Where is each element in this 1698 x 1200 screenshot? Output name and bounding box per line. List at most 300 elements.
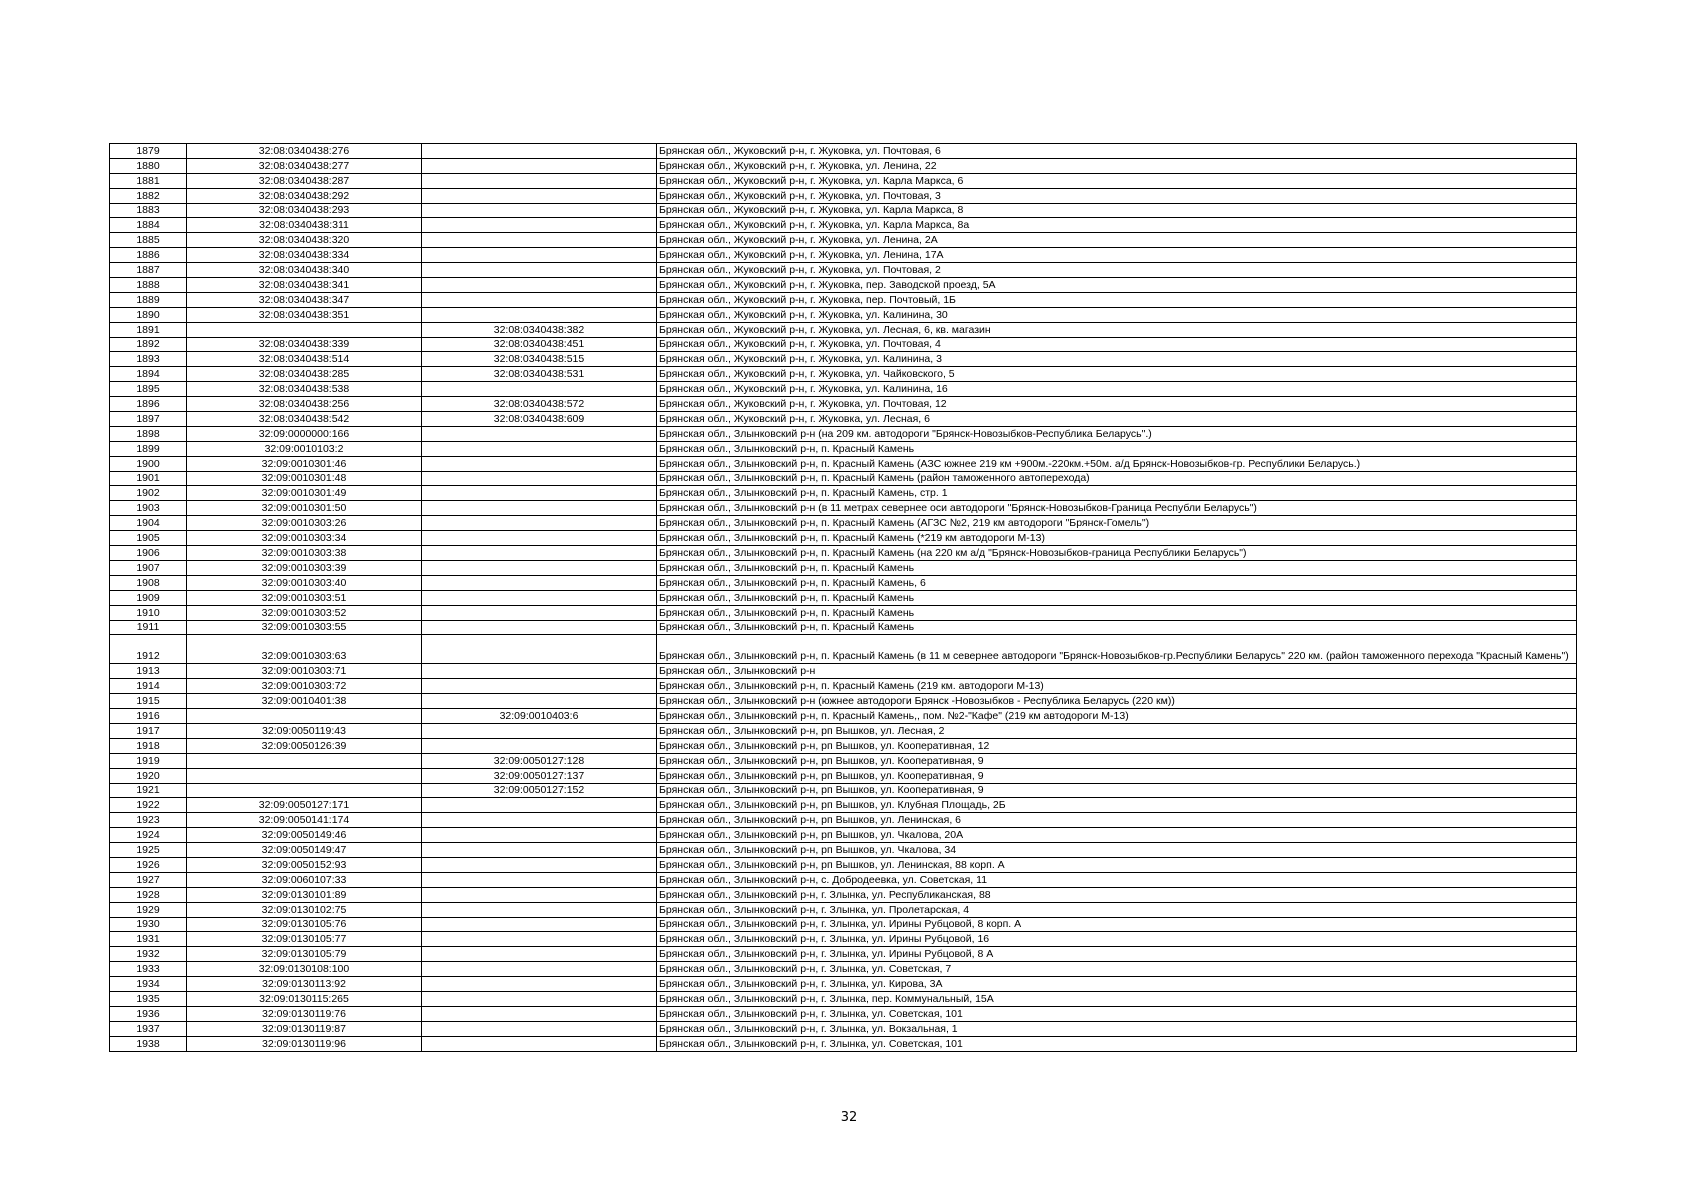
address: Брянская обл., Жуковский р-н, г. Жуковка, ул. Почтовая, 12 <box>657 397 1577 412</box>
related-cadastral-number <box>422 590 657 605</box>
row-number: 1881 <box>110 173 187 188</box>
address: Брянская обл., Жуковский р-н, г. Жуковка, ул. Калинина, 30 <box>657 307 1577 322</box>
row-number: 1906 <box>110 546 187 561</box>
row-number: 1933 <box>110 962 187 977</box>
related-cadastral-number <box>422 932 657 947</box>
table-row <box>110 471 1577 486</box>
cadastral-number: 32:09:0010301:49 <box>187 486 422 501</box>
table-row <box>110 158 1577 173</box>
related-cadastral-number <box>422 203 657 218</box>
address: Брянская обл., Жуковский р-н, г. Жуковка, ул. Почтовая, 4 <box>657 337 1577 352</box>
address: Брянская обл., Жуковский р-н, г. Жуковка, ул. Карла Маркса, 8а <box>657 218 1577 233</box>
row-number: 1938 <box>110 1036 187 1051</box>
cadastral-number: 32:08:0340438:514 <box>187 352 422 367</box>
address: Брянская обл., Злынковский р-н, г. Злынка, пер. Коммунальный, 15А <box>657 991 1577 1006</box>
cadastral-number: 32:09:0010303:55 <box>187 620 422 635</box>
cadastral-number: 32:09:0130105:79 <box>187 947 422 962</box>
related-cadastral-number: 32:09:0050127:152 <box>422 783 657 798</box>
address: Брянская обл., Злынковский р-н, г. Злынка, ул. Ирины Рубцовой, 8 корп. А <box>657 917 1577 932</box>
table-row <box>110 977 1577 992</box>
cadastral-number: 32:09:0130119:76 <box>187 1006 422 1021</box>
address: Брянская обл., Жуковский р-н, г. Жуковка, пер. Почтовый, 1Б <box>657 292 1577 307</box>
related-cadastral-number <box>422 292 657 307</box>
address: Брянская обл., Злынковский р-н, рп Вышков, ул. Клубная Площадь, 2Б <box>657 798 1577 813</box>
page-number: 32 <box>840 1110 858 1125</box>
row-number: 1927 <box>110 872 187 887</box>
cadastral-number: 32:09:0010303:39 <box>187 560 422 575</box>
cadastral-number: 32:08:0340438:256 <box>187 397 422 412</box>
address: Брянская обл., Злынковский р-н, рп Вышков, ул. Чкалова, 34 <box>657 843 1577 858</box>
row-number: 1893 <box>110 352 187 367</box>
table-row <box>110 278 1577 293</box>
address: Брянская обл., Злынковский р-н, г. Злынка, ул. Пролетарская, 4 <box>657 902 1577 917</box>
property-table <box>109 143 1577 1052</box>
address: Брянская обл., Злынковский р-н, рп Вышков, ул. Кооперативная, 9 <box>657 768 1577 783</box>
row-number: 1920 <box>110 768 187 783</box>
address: Брянская обл., Жуковский р-н, г. Жуковка, ул. Калинина, 3 <box>657 352 1577 367</box>
row-number: 1929 <box>110 902 187 917</box>
row-number: 1899 <box>110 441 187 456</box>
related-cadastral-number <box>422 441 657 456</box>
related-cadastral-number <box>422 188 657 203</box>
table-row <box>110 560 1577 575</box>
row-number: 1902 <box>110 486 187 501</box>
row-number: 1887 <box>110 263 187 278</box>
table-row <box>110 768 1577 783</box>
address: Брянская обл., Злынковский р-н, с. Добродеевка, ул. Советская, 11 <box>657 872 1577 887</box>
address: Брянская обл., Злынковский р-н, п. Красный Камень, стр. 1 <box>657 486 1577 501</box>
related-cadastral-number <box>422 486 657 501</box>
table-row <box>110 887 1577 902</box>
address: Брянская обл., Злынковский р-н, рп Вышков, ул. Лесная, 2 <box>657 723 1577 738</box>
related-cadastral-number <box>422 738 657 753</box>
cadastral-number: 32:09:0000000:166 <box>187 426 422 441</box>
cadastral-number: 32:09:0050119:43 <box>187 723 422 738</box>
table-row <box>110 501 1577 516</box>
address: Брянская обл., Злынковский р-н, г. Злынка, ул. Советская, 101 <box>657 1036 1577 1051</box>
related-cadastral-number: 32:09:0050127:128 <box>422 753 657 768</box>
address: Брянская обл., Жуковский р-н, г. Жуковка, ул. Почтовая, 2 <box>657 263 1577 278</box>
related-cadastral-number: 32:08:0340438:531 <box>422 367 657 382</box>
cadastral-number: 32:09:0050149:46 <box>187 828 422 843</box>
cadastral-number: 32:08:0340438:293 <box>187 203 422 218</box>
address: Брянская обл., Злынковский р-н <box>657 664 1577 679</box>
cadastral-number: 32:09:0010303:72 <box>187 679 422 694</box>
related-cadastral-number <box>422 605 657 620</box>
table-row <box>110 962 1577 977</box>
table-row <box>110 828 1577 843</box>
cadastral-number: 32:09:0010303:40 <box>187 575 422 590</box>
cadastral-number: 32:08:0340438:347 <box>187 292 422 307</box>
related-cadastral-number <box>422 872 657 887</box>
related-cadastral-number <box>422 382 657 397</box>
table-row <box>110 144 1577 159</box>
table-row <box>110 857 1577 872</box>
table-row <box>110 263 1577 278</box>
row-number: 1892 <box>110 337 187 352</box>
table-row <box>110 872 1577 887</box>
table-row <box>110 605 1577 620</box>
related-cadastral-number <box>422 426 657 441</box>
cadastral-number <box>187 753 422 768</box>
table-row <box>110 412 1577 427</box>
row-number: 1903 <box>110 501 187 516</box>
address: Брянская обл., Злынковский р-н, п. Красный Камень (район таможенного автоперехода) <box>657 471 1577 486</box>
related-cadastral-number <box>422 902 657 917</box>
row-number: 1897 <box>110 412 187 427</box>
address: Брянская обл., Злынковский р-н, п. Красный Камень, 6 <box>657 575 1577 590</box>
table-row <box>110 843 1577 858</box>
cadastral-number: 32:09:0130119:96 <box>187 1036 422 1051</box>
cadastral-number <box>187 322 422 337</box>
table-row <box>110 917 1577 932</box>
address: Брянская обл., Жуковский р-н, г. Жуковка, ул. Ленина, 22 <box>657 158 1577 173</box>
cadastral-number: 32:09:0060107:33 <box>187 872 422 887</box>
address: Брянская обл., Злынковский р-н (южнее автодороги Брянск -Новозыбков - Республика Беларусь (220 км)) <box>657 694 1577 709</box>
cadastral-number: 32:09:0010303:63 <box>187 635 422 664</box>
table-row <box>110 203 1577 218</box>
row-number: 1931 <box>110 932 187 947</box>
table-row <box>110 932 1577 947</box>
cadastral-number: 32:08:0340438:542 <box>187 412 422 427</box>
related-cadastral-number <box>422 843 657 858</box>
table-row <box>110 664 1577 679</box>
address: Брянская обл., Злынковский р-н, г. Злынка, ул. Ирины Рубцовой, 8 А <box>657 947 1577 962</box>
row-number: 1921 <box>110 783 187 798</box>
related-cadastral-number <box>422 962 657 977</box>
table-row <box>110 1006 1577 1021</box>
table-row <box>110 233 1577 248</box>
cadastral-number: 32:09:0130115:265 <box>187 991 422 1006</box>
related-cadastral-number: 32:08:0340438:609 <box>422 412 657 427</box>
row-number: 1900 <box>110 456 187 471</box>
address: Брянская обл., Злынковский р-н, п. Красный Камень (АГЗС №2, 219 км автодороги "Брянск-Гомель") <box>657 516 1577 531</box>
cadastral-number: 32:09:0010301:48 <box>187 471 422 486</box>
row-number: 1885 <box>110 233 187 248</box>
table-row <box>110 292 1577 307</box>
row-number: 1915 <box>110 694 187 709</box>
row-number: 1913 <box>110 664 187 679</box>
cadastral-number: 32:08:0340438:285 <box>187 367 422 382</box>
cadastral-number: 32:09:0130101:89 <box>187 887 422 902</box>
related-cadastral-number <box>422 813 657 828</box>
address: Брянская обл., Злынковский р-н, г. Злынка, ул. Ирины Рубцовой, 16 <box>657 932 1577 947</box>
table-row <box>110 516 1577 531</box>
address: Брянская обл., Злынковский р-н, г. Злынка, ул. Республиканская, 88 <box>657 887 1577 902</box>
row-number: 1937 <box>110 1021 187 1036</box>
table-row <box>110 575 1577 590</box>
related-cadastral-number <box>422 546 657 561</box>
related-cadastral-number <box>422 664 657 679</box>
row-number: 1932 <box>110 947 187 962</box>
address: Брянская обл., Жуковский р-н, г. Жуковка, ул. Ленина, 17А <box>657 248 1577 263</box>
row-number: 1912 <box>110 635 187 664</box>
address: Брянская обл., Злынковский р-н, рп Вышков, ул. Ленинская, 88 корп. А <box>657 857 1577 872</box>
cadastral-number: 32:08:0340438:339 <box>187 337 422 352</box>
cadastral-number: 32:09:0050152:93 <box>187 857 422 872</box>
row-number: 1911 <box>110 620 187 635</box>
table-row <box>110 352 1577 367</box>
cadastral-number: 32:08:0340438:340 <box>187 263 422 278</box>
row-number: 1909 <box>110 590 187 605</box>
table-row <box>110 367 1577 382</box>
row-number: 1922 <box>110 798 187 813</box>
row-number: 1917 <box>110 723 187 738</box>
property-table-body <box>110 144 1577 1052</box>
row-number: 1888 <box>110 278 187 293</box>
related-cadastral-number <box>422 991 657 1006</box>
table-row <box>110 1021 1577 1036</box>
table-row <box>110 590 1577 605</box>
address: Брянская обл., Злынковский р-н, п. Красный Камень (*219 км автодороги М-13) <box>657 531 1577 546</box>
table-row <box>110 738 1577 753</box>
address: Брянская обл., Злынковский р-н, рп Вышков, ул. Чкалова, 20А <box>657 828 1577 843</box>
address: Брянская обл., Злынковский р-н, рп Вышков, ул. Кооперативная, 9 <box>657 753 1577 768</box>
related-cadastral-number <box>422 828 657 843</box>
related-cadastral-number <box>422 798 657 813</box>
table-row <box>110 426 1577 441</box>
table-row <box>110 753 1577 768</box>
address: Брянская обл., Жуковский р-н, г. Жуковка, ул. Почтовая, 6 <box>657 144 1577 159</box>
address: Брянская обл., Злынковский р-н (на 209 км. автодороги "Брянск-Новозыбков-Республика Беларусь".) <box>657 426 1577 441</box>
cadastral-number: 32:08:0340438:351 <box>187 307 422 322</box>
related-cadastral-number <box>422 263 657 278</box>
row-number: 1910 <box>110 605 187 620</box>
row-number: 1934 <box>110 977 187 992</box>
table-row <box>110 709 1577 724</box>
cadastral-number: 32:09:0010301:50 <box>187 501 422 516</box>
table-row <box>110 620 1577 635</box>
related-cadastral-number <box>422 173 657 188</box>
row-number: 1896 <box>110 397 187 412</box>
row-number: 1935 <box>110 991 187 1006</box>
address: Брянская обл., Жуковский р-н, г. Жуковка, ул. Почтовая, 3 <box>657 188 1577 203</box>
row-number: 1894 <box>110 367 187 382</box>
table-row <box>110 218 1577 233</box>
row-number: 1930 <box>110 917 187 932</box>
cadastral-number: 32:09:0010103:2 <box>187 441 422 456</box>
cadastral-number: 32:09:0050127:171 <box>187 798 422 813</box>
row-number: 1914 <box>110 679 187 694</box>
address: Брянская обл., Жуковский р-н, г. Жуковка, ул. Карла Маркса, 8 <box>657 203 1577 218</box>
table-row <box>110 902 1577 917</box>
cadastral-number: 32:09:0130105:77 <box>187 932 422 947</box>
related-cadastral-number: 32:08:0340438:451 <box>422 337 657 352</box>
row-number: 1919 <box>110 753 187 768</box>
address: Брянская обл., Жуковский р-н, г. Жуковка, ул. Карла Маркса, 6 <box>657 173 1577 188</box>
related-cadastral-number <box>422 679 657 694</box>
related-cadastral-number <box>422 620 657 635</box>
address: Брянская обл., Злынковский р-н, рп Вышков, ул. Ленинская, 6 <box>657 813 1577 828</box>
related-cadastral-number <box>422 857 657 872</box>
row-number: 1924 <box>110 828 187 843</box>
address: Брянская обл., Жуковский р-н, г. Жуковка, ул. Чайковского, 5 <box>657 367 1577 382</box>
row-number: 1916 <box>110 709 187 724</box>
related-cadastral-number <box>422 233 657 248</box>
table-row <box>110 1036 1577 1051</box>
address: Брянская обл., Злынковский р-н (в 11 метрах севернее оси автодороги "Брянск-Новозыбков-Граница Республи Беларусь") <box>657 501 1577 516</box>
row-number: 1936 <box>110 1006 187 1021</box>
cadastral-number: 32:09:0050149:47 <box>187 843 422 858</box>
related-cadastral-number: 32:09:0050127:137 <box>422 768 657 783</box>
cadastral-number <box>187 709 422 724</box>
related-cadastral-number <box>422 501 657 516</box>
row-number: 1926 <box>110 857 187 872</box>
table-row <box>110 813 1577 828</box>
row-number: 1884 <box>110 218 187 233</box>
address: Брянская обл., Злынковский р-н, п. Красный Камень,, пом. №2-"Кафе" (219 км автодороги М-13) <box>657 709 1577 724</box>
row-number: 1883 <box>110 203 187 218</box>
address: Брянская обл., Злынковский р-н, п. Красный Камень (на 220 км а/д "Брянск-Новозыбков-граница Республики Беларусь") <box>657 546 1577 561</box>
related-cadastral-number <box>422 516 657 531</box>
cadastral-number: 32:09:0050126:39 <box>187 738 422 753</box>
address: Брянская обл., Злынковский р-н, п. Красный Камень <box>657 590 1577 605</box>
row-number: 1918 <box>110 738 187 753</box>
related-cadastral-number <box>422 575 657 590</box>
cadastral-number: 32:08:0340438:334 <box>187 248 422 263</box>
cadastral-number: 32:09:0130113:92 <box>187 977 422 992</box>
cadastral-number: 32:09:0130102:75 <box>187 902 422 917</box>
cadastral-number <box>187 768 422 783</box>
related-cadastral-number <box>422 1021 657 1036</box>
address: Брянская обл., Жуковский р-н, г. Жуковка, ул. Лесная, 6, кв. магазин <box>657 322 1577 337</box>
address: Брянская обл., Жуковский р-н, г. Жуковка, ул. Ленина, 2А <box>657 233 1577 248</box>
row-number: 1895 <box>110 382 187 397</box>
table-row <box>110 173 1577 188</box>
address: Брянская обл., Злынковский р-н, п. Красный Камень (АЗС южнее 219 км +900м.-220км.+50м. а/д Брянск-Новозыбков-гр. Республики Беларусь.) <box>657 456 1577 471</box>
table-row <box>110 947 1577 962</box>
row-number: 1891 <box>110 322 187 337</box>
cadastral-number: 32:09:0130105:76 <box>187 917 422 932</box>
address: Брянская обл., Жуковский р-н, г. Жуковка, ул. Калинина, 16 <box>657 382 1577 397</box>
cadastral-number <box>187 783 422 798</box>
row-number: 1907 <box>110 560 187 575</box>
related-cadastral-number <box>422 248 657 263</box>
related-cadastral-number: 32:09:0010403:6 <box>422 709 657 724</box>
cadastral-number: 32:09:0010401:38 <box>187 694 422 709</box>
cadastral-number: 32:09:0050141:174 <box>187 813 422 828</box>
related-cadastral-number <box>422 456 657 471</box>
table-row <box>110 723 1577 738</box>
cadastral-number: 32:09:0010301:46 <box>187 456 422 471</box>
related-cadastral-number <box>422 635 657 664</box>
cadastral-number: 32:09:0010303:26 <box>187 516 422 531</box>
table-row <box>110 546 1577 561</box>
related-cadastral-number <box>422 144 657 159</box>
related-cadastral-number <box>422 947 657 962</box>
address: Брянская обл., Злынковский р-н, г. Злынка, ул. Вокзальная, 1 <box>657 1021 1577 1036</box>
related-cadastral-number <box>422 218 657 233</box>
address: Брянская обл., Злынковский р-н, п. Красный Камень <box>657 605 1577 620</box>
table-row <box>110 694 1577 709</box>
table-row <box>110 397 1577 412</box>
cadastral-number: 32:08:0340438:276 <box>187 144 422 159</box>
row-number: 1880 <box>110 158 187 173</box>
row-number: 1898 <box>110 426 187 441</box>
related-cadastral-number <box>422 278 657 293</box>
row-number: 1905 <box>110 531 187 546</box>
cadastral-number: 32:08:0340438:320 <box>187 233 422 248</box>
cadastral-number: 32:08:0340438:277 <box>187 158 422 173</box>
row-number: 1901 <box>110 471 187 486</box>
related-cadastral-number <box>422 1036 657 1051</box>
cadastral-number: 32:08:0340438:538 <box>187 382 422 397</box>
row-number: 1879 <box>110 144 187 159</box>
related-cadastral-number <box>422 694 657 709</box>
cadastral-number: 32:08:0340438:292 <box>187 188 422 203</box>
address: Брянская обл., Злынковский р-н, г. Злынка, ул. Советская, 101 <box>657 1006 1577 1021</box>
address: Брянская обл., Злынковский р-н, п. Красный Камень <box>657 441 1577 456</box>
table-row <box>110 248 1577 263</box>
table-row <box>110 441 1577 456</box>
cadastral-number: 32:09:0010303:52 <box>187 605 422 620</box>
related-cadastral-number <box>422 887 657 902</box>
address: Брянская обл., Жуковский р-н, г. Жуковка, пер. Заводской проезд, 5А <box>657 278 1577 293</box>
related-cadastral-number <box>422 158 657 173</box>
cadastral-number: 32:09:0010303:71 <box>187 664 422 679</box>
table-row <box>110 456 1577 471</box>
related-cadastral-number <box>422 977 657 992</box>
cadastral-number: 32:09:0010303:34 <box>187 531 422 546</box>
related-cadastral-number <box>422 917 657 932</box>
row-number: 1904 <box>110 516 187 531</box>
row-number: 1882 <box>110 188 187 203</box>
cadastral-number: 32:08:0340438:341 <box>187 278 422 293</box>
address: Брянская обл., Злынковский р-н, п. Красный Камень (в 11 м севернее автодороги "Брянск-Новозыбков-гр.Республики Беларусь" 220 км. (район таможенного перехода "Красный Камень") <box>657 635 1577 664</box>
address: Брянская обл., Злынковский р-н, п. Красный Камень <box>657 620 1577 635</box>
related-cadastral-number <box>422 471 657 486</box>
cadastral-number: 32:08:0340438:287 <box>187 173 422 188</box>
row-number: 1889 <box>110 292 187 307</box>
row-number: 1890 <box>110 307 187 322</box>
cadastral-number: 32:08:0340438:311 <box>187 218 422 233</box>
table-row <box>110 486 1577 501</box>
row-number: 1886 <box>110 248 187 263</box>
row-number: 1908 <box>110 575 187 590</box>
table-row <box>110 307 1577 322</box>
row-number: 1923 <box>110 813 187 828</box>
address: Брянская обл., Злынковский р-н, п. Красный Камень (219 км. автодороги М-13) <box>657 679 1577 694</box>
related-cadastral-number <box>422 723 657 738</box>
cadastral-number: 32:09:0130108:100 <box>187 962 422 977</box>
related-cadastral-number: 32:08:0340438:382 <box>422 322 657 337</box>
table-row <box>110 531 1577 546</box>
address: Брянская обл., Злынковский р-н, п. Красный Камень <box>657 560 1577 575</box>
table-row <box>110 783 1577 798</box>
address: Брянская обл., Злынковский р-н, г. Злынка, ул. Кирова, 3А <box>657 977 1577 992</box>
cadastral-number: 32:09:0010303:38 <box>187 546 422 561</box>
table-row <box>110 382 1577 397</box>
related-cadastral-number <box>422 531 657 546</box>
address: Брянская обл., Жуковский р-н, г. Жуковка, ул. Лесная, 6 <box>657 412 1577 427</box>
table-row <box>110 991 1577 1006</box>
address: Брянская обл., Злынковский р-н, рп Вышков, ул. Кооперативная, 12 <box>657 738 1577 753</box>
address: Брянская обл., Злынковский р-н, рп Вышков, ул. Кооперативная, 9 <box>657 783 1577 798</box>
cadastral-number: 32:09:0130119:87 <box>187 1021 422 1036</box>
table-row <box>110 337 1577 352</box>
cadastral-number: 32:09:0010303:51 <box>187 590 422 605</box>
row-number: 1925 <box>110 843 187 858</box>
row-number: 1928 <box>110 887 187 902</box>
table-row <box>110 798 1577 813</box>
table-row <box>110 679 1577 694</box>
related-cadastral-number <box>422 560 657 575</box>
related-cadastral-number <box>422 1006 657 1021</box>
address: Брянская обл., Злынковский р-н, г. Злынка, ул. Советская, 7 <box>657 962 1577 977</box>
table-row <box>110 188 1577 203</box>
table-row <box>110 635 1577 664</box>
table-row <box>110 322 1577 337</box>
